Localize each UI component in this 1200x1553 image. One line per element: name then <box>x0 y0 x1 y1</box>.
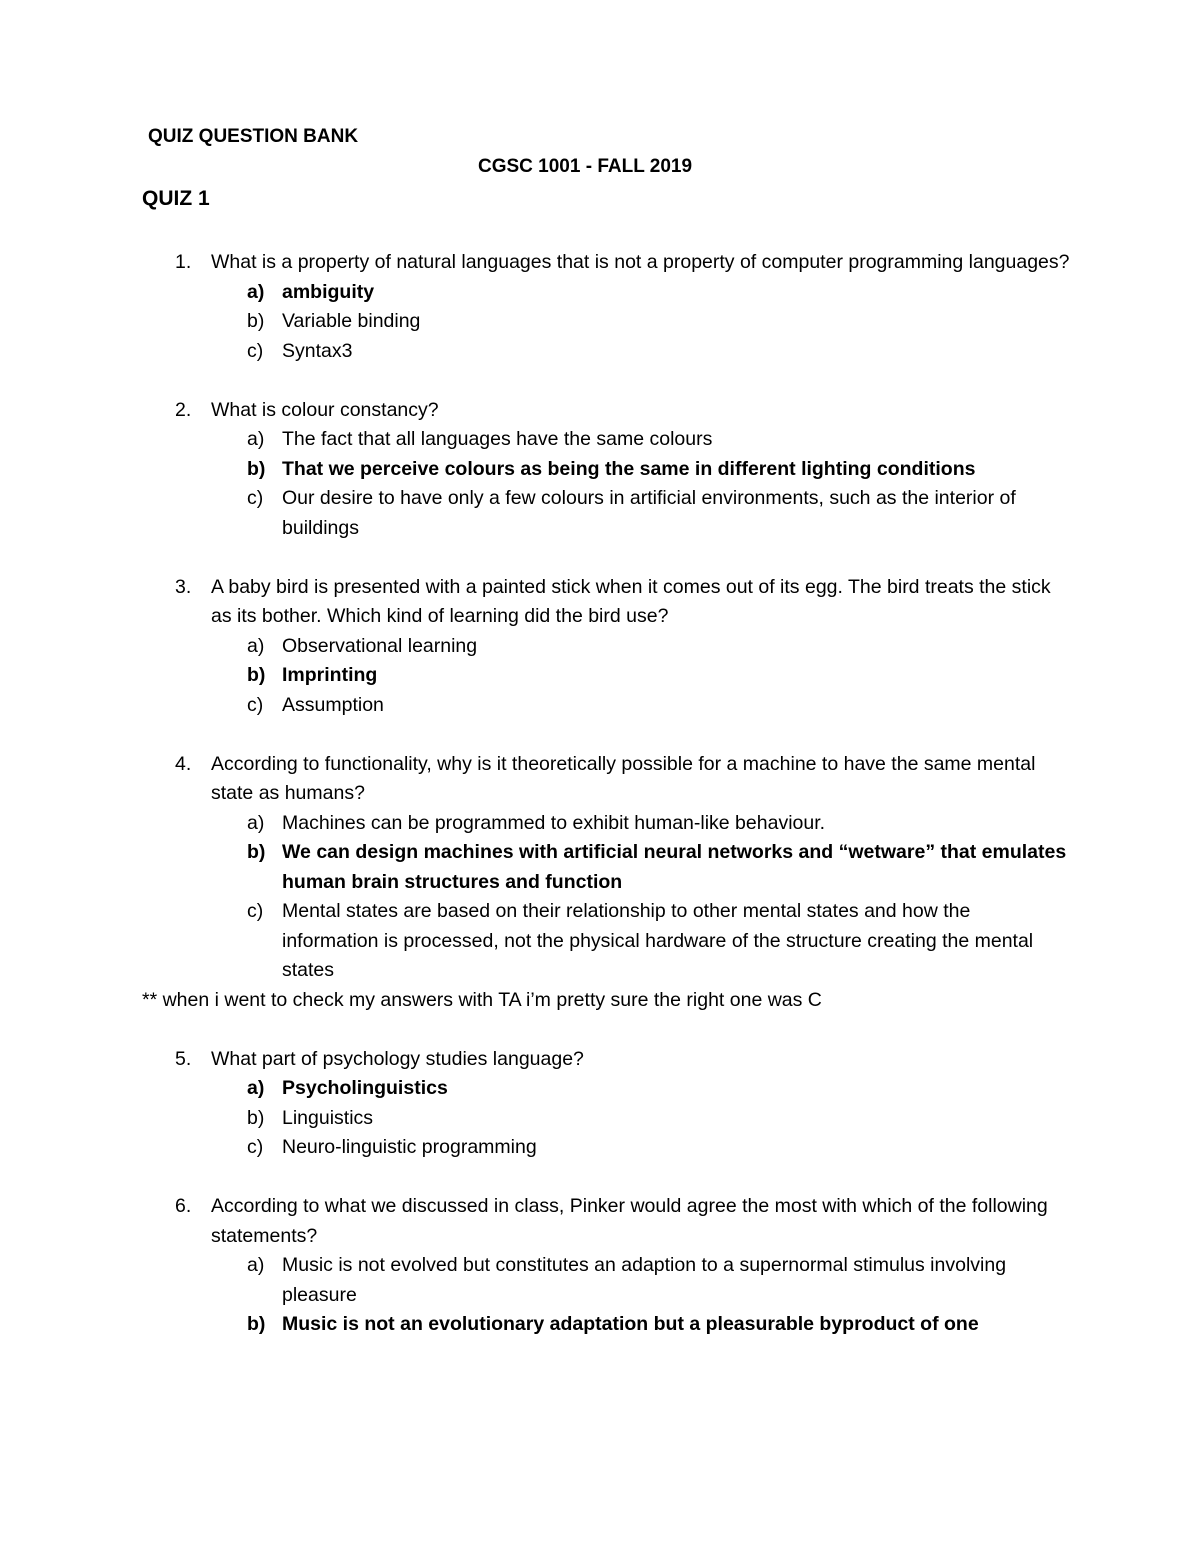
document-label: QUIZ QUESTION BANK <box>148 126 359 147</box>
question-item <box>0 396 1200 544</box>
answer-option <box>0 425 1072 455</box>
answer-option-correct <box>0 838 1072 897</box>
option-letter: b) <box>247 457 266 480</box>
option-letter: b) <box>247 1313 266 1335</box>
answer-option <box>0 1133 1072 1163</box>
question-row <box>0 1045 1071 1075</box>
question-item <box>0 1045 1200 1163</box>
option-text: Mental states are based on their relationship to other mental states and how the information is processed, not the physical hardware of the structure creating the mental states <box>282 900 1034 981</box>
quiz-title: QUIZ 1 <box>142 187 210 210</box>
option-text: Our desire to have only a few colours in artificial environments, such as the interior of buildings <box>282 487 1016 539</box>
option-letter: a) <box>247 634 265 657</box>
answer-option <box>0 632 1072 662</box>
option-text: The fact that all languages have the same colours <box>282 428 713 450</box>
option-text: Music is not an evolutionary adaptation but a pleasurable byproduct of one <box>282 1313 979 1335</box>
question-row <box>0 573 1071 632</box>
question-row <box>0 750 1071 809</box>
option-text: Variable binding <box>282 310 421 332</box>
option-letter: a) <box>247 1254 265 1276</box>
question-number: 3. <box>175 575 192 598</box>
answer-option-correct <box>0 455 1072 485</box>
question-row <box>0 248 1071 278</box>
option-letter: a) <box>247 428 265 450</box>
answer-option <box>0 691 1072 721</box>
question-list <box>0 248 1200 1369</box>
answer-option <box>0 1251 1072 1310</box>
option-text: That we perceive colours as being the same in different lighting conditions <box>282 457 976 480</box>
option-letter: b) <box>247 1106 265 1129</box>
option-text: Linguistics <box>282 1106 374 1129</box>
question-text: What is a property of natural languages that is not a property of computer programming languages? <box>211 251 1070 273</box>
question-number: 5. <box>175 1047 192 1070</box>
option-text: Machines can be programmed to exhibit human-like behaviour. <box>282 811 826 834</box>
option-text: Psycholinguistics <box>282 1077 448 1099</box>
answer-option-correct <box>0 278 1072 308</box>
answer-option <box>0 484 1072 543</box>
answer-option-correct <box>0 661 1072 691</box>
question-text: According to what we discussed in class, Pinker would agree the most with which of the following statements? <box>211 1195 1048 1247</box>
option-text: ambiguity <box>282 280 375 303</box>
option-text: Imprinting <box>282 664 378 686</box>
answer-option <box>0 809 1072 839</box>
option-letter: a) <box>247 1077 265 1099</box>
question-item <box>0 248 1200 366</box>
question-number: 4. <box>175 752 192 775</box>
answer-option <box>0 337 1072 367</box>
answer-option-correct <box>0 1310 1072 1340</box>
question-text: According to functionality, why is it theoretically possible for a machine to have the same mental state as humans? <box>211 752 1036 804</box>
option-text: Music is not evolved but constitutes an adaption to a supernormal stimulus involving pleasure <box>282 1254 1007 1306</box>
option-text: Syntax3 <box>282 339 353 362</box>
option-text: Assumption <box>282 693 384 716</box>
question-text: What is colour constancy? <box>211 398 439 421</box>
option-letter: b) <box>247 310 265 332</box>
question-number: 2. <box>175 398 192 421</box>
question-text: What part of psychology studies language? <box>211 1047 584 1070</box>
option-letter: c) <box>247 900 264 922</box>
answer-option <box>0 897 1072 986</box>
option-letter: b) <box>247 841 266 863</box>
option-letter: c) <box>247 693 264 716</box>
question-row <box>0 1192 1071 1251</box>
option-text: Neuro-linguistic programming <box>282 1136 537 1158</box>
question-item <box>0 750 1200 986</box>
option-letter: c) <box>247 1136 264 1158</box>
question-text: A baby bird is presented with a painted stick when it comes out of its egg. The bird treats the stick as its bother. Which kind of learning did the bird use? <box>211 575 1051 627</box>
option-text: We can design machines with artificial neural networks and “wetware” that emulates human brain structures and function <box>282 841 1067 893</box>
answer-option-correct <box>0 1074 1072 1104</box>
answer-option <box>0 307 1072 337</box>
question-number: 6. <box>175 1195 192 1217</box>
answer-option <box>0 1104 1072 1134</box>
course-title: CGSC 1001 - FALL 2019 <box>478 156 693 177</box>
question-item <box>0 1192 1200 1340</box>
question-number: 1. <box>175 251 192 273</box>
option-letter: a) <box>247 280 265 303</box>
option-text: Observational learning <box>282 634 478 657</box>
option-letter: a) <box>247 811 265 834</box>
option-letter: c) <box>247 487 264 509</box>
option-letter: c) <box>247 339 264 362</box>
question-item <box>0 573 1200 721</box>
student-note: ** when i went to check my answers with TA i’m pretty sure the right one was C <box>142 988 822 1011</box>
option-letter: b) <box>247 664 266 686</box>
question-row <box>0 396 1071 426</box>
